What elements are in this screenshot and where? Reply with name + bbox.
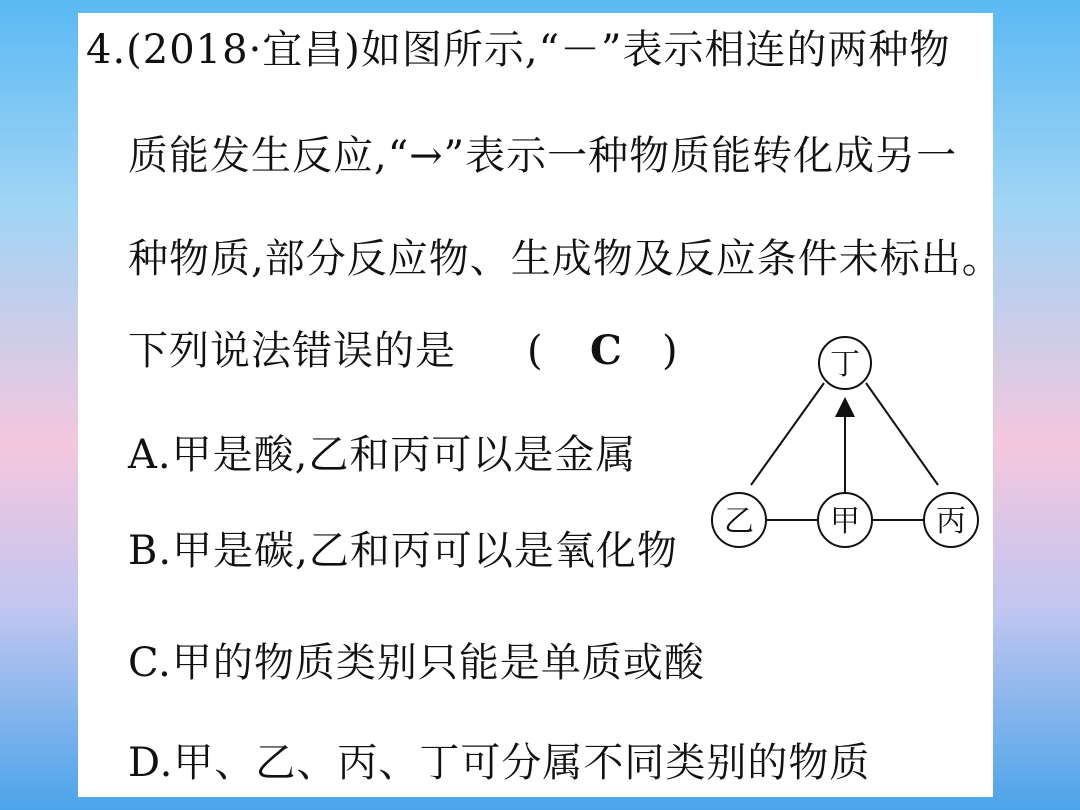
question-line-1: 4.(2018·宜昌)如图所示,“－”表示相连的两种物 — [86, 27, 951, 73]
node-yi — [712, 493, 766, 547]
question-line-3: 种物质,部分反应物、生成物及反应条件未标出。 — [128, 236, 1003, 282]
node-bing-label: 丙 — [936, 504, 966, 539]
answer-choice: C — [590, 327, 622, 374]
link-ding-bing — [866, 383, 938, 485]
option-c: C.甲的物质类别只能是单质或酸 — [128, 640, 705, 686]
option-b: B.甲是碳,乙和丙可以是氧化物 — [128, 528, 678, 574]
node-ding-label: 丁 — [830, 347, 860, 382]
option-d: D.甲、乙、丙、丁可分属不同类别的物质 — [128, 740, 871, 786]
reaction-diagram — [700, 315, 990, 565]
node-jia — [818, 493, 872, 547]
link-ding-yi — [751, 383, 824, 485]
node-bing — [924, 493, 978, 547]
node-yi-label: 乙 — [724, 504, 754, 539]
option-a: A.甲是酸,乙和丙可以是金属 — [128, 432, 637, 478]
answer-paren-close: ) — [662, 328, 678, 374]
question-line-4: 下列说法错误的是 — [128, 328, 456, 374]
question-line-2: 质能发生反应,“→”表示一种物质能转化成另一 — [128, 133, 958, 179]
node-jia-label: 甲 — [830, 504, 860, 539]
node-ding — [819, 337, 871, 389]
answer-paren-open: ( — [527, 328, 543, 374]
